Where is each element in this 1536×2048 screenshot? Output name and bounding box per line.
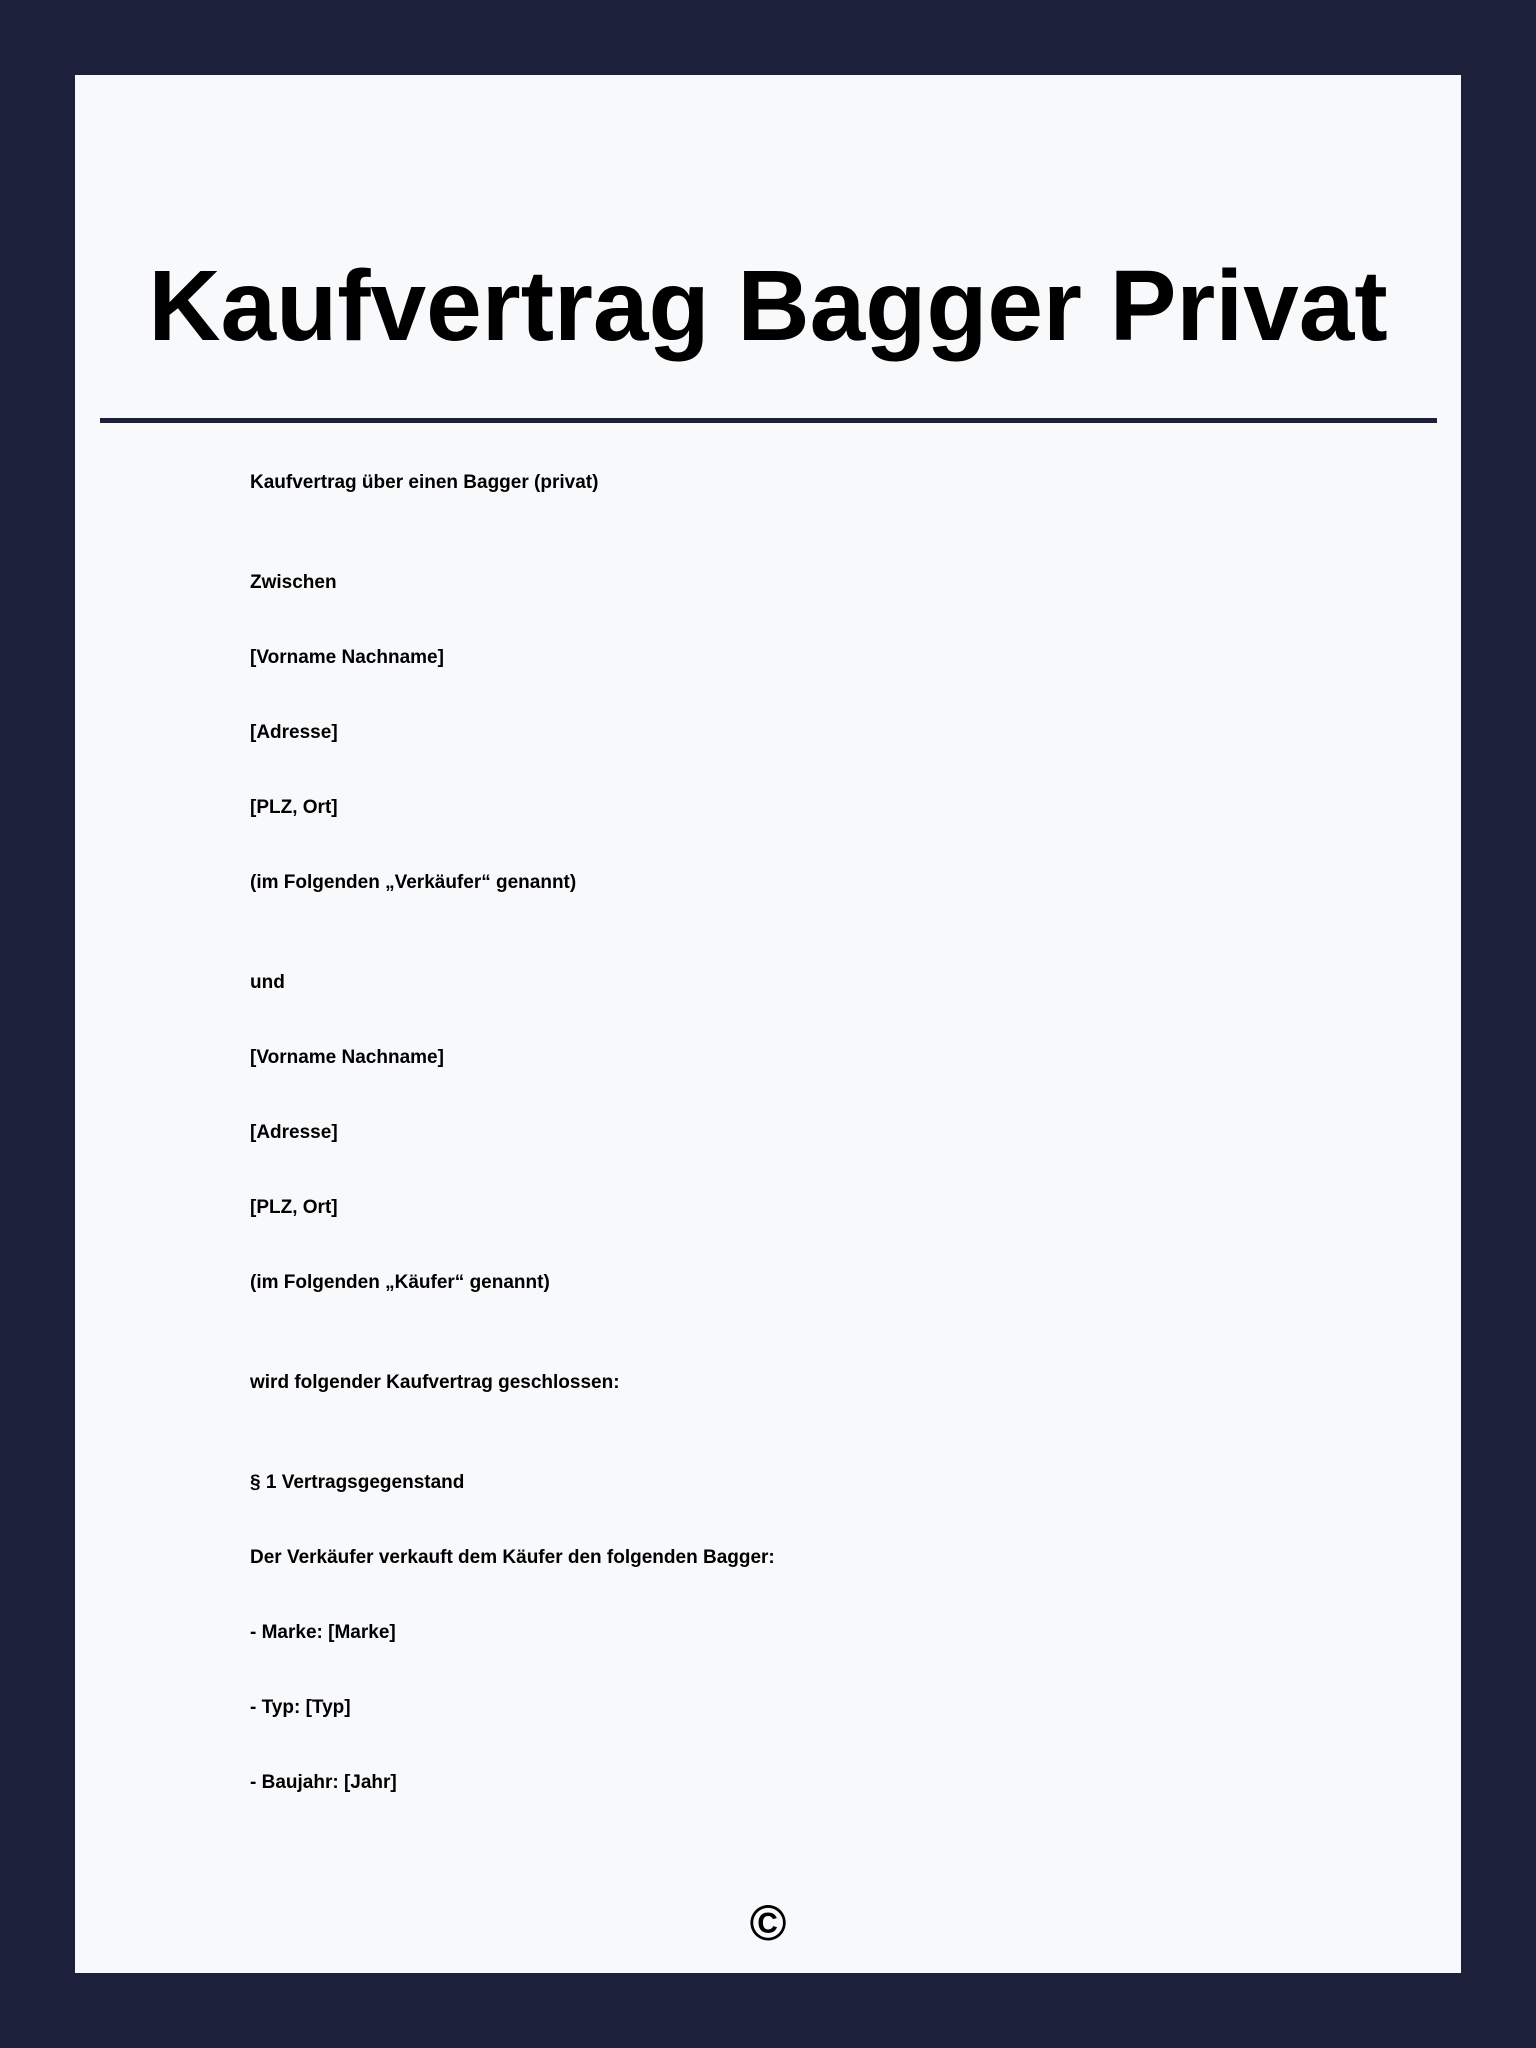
buyer-role: (im Folgenden „Käufer“ genannt): [250, 1272, 550, 1293]
seller-name: [Vorname Nachname]: [250, 647, 444, 668]
conjunction-text: und: [250, 972, 285, 993]
item-type: - Typ: [Typ]: [250, 1697, 351, 1718]
item-brand: - Marke: [Marke]: [250, 1622, 396, 1643]
document-title: Kaufvertrag Bagger Privat: [148, 250, 1388, 362]
buyer-city: [PLZ, Ort]: [250, 1197, 338, 1218]
section-1-intro: Der Verkäufer verkauft dem Käufer den folgenden Bagger:: [250, 1547, 775, 1568]
seller-city: [PLZ, Ort]: [250, 797, 338, 818]
buyer-name: [Vorname Nachname]: [250, 1047, 444, 1068]
buyer-address: [Adresse]: [250, 1122, 338, 1143]
intro-text: Zwischen: [250, 572, 337, 593]
document-page: [75, 75, 1461, 1973]
section-1-heading: § 1 Vertragsgegenstand: [250, 1472, 465, 1493]
contract-subtitle: Kaufvertrag über einen Bagger (privat): [250, 472, 599, 493]
seller-address: [Adresse]: [250, 722, 338, 743]
contract-body: [250, 470, 1350, 1845]
title-divider: [100, 418, 1437, 423]
item-year: - Baujahr: [Jahr]: [250, 1772, 397, 1793]
seller-role: (im Folgenden „Verkäufer“ genannt): [250, 872, 577, 893]
copyright-icon: ©: [749, 1895, 787, 1951]
closing-clause: wird folgender Kaufvertrag geschlossen:: [250, 1372, 620, 1393]
